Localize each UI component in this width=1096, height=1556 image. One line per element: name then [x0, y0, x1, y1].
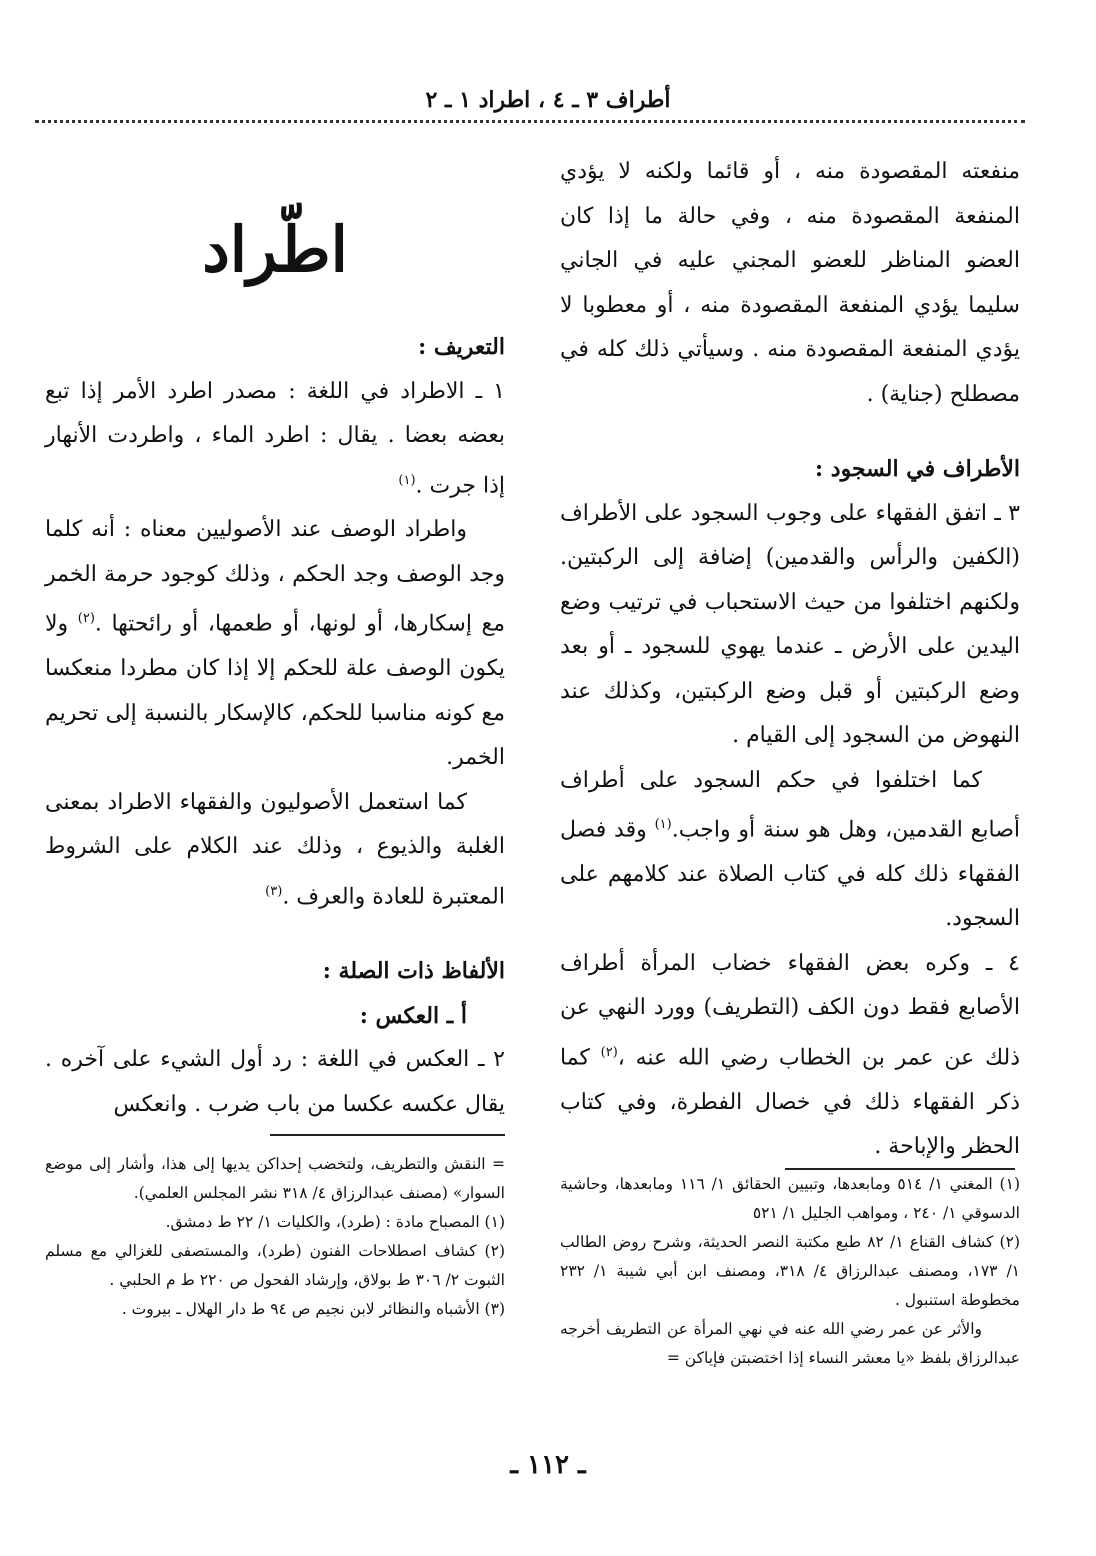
heading-aks: أ ـ العكس : [359, 1002, 467, 1029]
spacer [560, 417, 1020, 447]
right-para-3b [560, 759, 1020, 942]
spacer [45, 919, 505, 949]
heading-alfaz: الألفاظ ذات الصلة : [322, 958, 505, 985]
right-para-3: ٣ ـ اتفق الفقهاء على وجوب السجود على الأطراف (الكفين والرأس والقدمين) إضافة إلى الركبتين. ولكنهم اختلفوا من حيث الاستحباب في ترتيب وضع اليدين على الأرض ـ عندما يهوي للسجود ـ أو بعد وضع الركبتين أو قبل وضع الركبتين، وكذلك عند النهوض من السجود إلى القيام . [560, 500, 1020, 748]
footnotes-right [560, 1170, 1020, 1373]
footnote-1: (١) المغني ١/ ٥١٤ ومابعدها، وتبيين الحقائق ١/ ١١٦ ومابعدها، وحاشية الدسوقي ١/ ٢٤٠ ، ومواهب الجليل ١/ ٥٢١ [560, 1175, 1020, 1222]
left-para-1-text: ١ ـ الاطراد في اللغة : مصدر اطرد الأمر إذا تبع بعضه بعضا . يقال : اطرد الماء ، واطردت الأنهار إذا جرت . [45, 378, 505, 498]
footnote-ref: (١) [398, 472, 416, 488]
footnote-3: (٣) الأشباه والنظائر لابن نجيم ص ٩٤ ط دار الهلال ـ بيروت . [121, 1300, 505, 1318]
right-para-4-text-b: كما ذكر الفقهاء ذلك في خصال الفطرة، وفي كتاب الحظر والإباحة . [560, 1045, 1020, 1160]
left-para-2 [45, 508, 505, 780]
left-para-3-text: كما استعمل الأصوليون والفقهاء الاطراد بمعنى الغلبة والذيوع ، وذلك عند الكلام على الشروط المعتبرة للعادة والعرف . [45, 789, 505, 909]
right-para-4 [560, 942, 1020, 1170]
left-para-1 [45, 370, 505, 509]
header-dotted-rule [35, 120, 1025, 123]
page-number: ـ ١١٢ ـ [510, 1450, 586, 1480]
right-para-4-text-a: ٤ ـ وكره بعض الفقهاء خضاب المرأة أطراف الأصابع فقط دون الكف (التطريف) وورد النهي عن ذلك عن عمر بن الخطاب رضي الله عنه ، [560, 950, 1021, 1071]
heading-sujud: الأطراف في السجود : [815, 456, 1020, 482]
left-para-2-text-b: ولا يكون الوصف علة للحكم إلا إذا كان مطردا منعكسا مع كونه مناسبا للحكم، كالإسكار بالنسبة إلى تحريم الخمر. [45, 611, 505, 771]
footnotes-left [45, 1150, 505, 1324]
right-para-3b-text-a: كما اختلفوا في حكم السجود على أطراف أصابع القدمين، وهل هو سنة أو واجب. [560, 767, 1020, 843]
running-header: أطراف ٣ ـ ٤ ، اطراد ١ ـ ٢ [425, 87, 671, 113]
footnote-continuation: = النقش والتطريف، ولتخضب إحداكن يديها إلى هذا، وأشار إلى موضع السوار» (مصنف عبدالرزاق ٤/ ٣١٨ نشر المجلس العلمي). [45, 1155, 505, 1202]
right-para-3b-text-b: وقد فصل الفقهاء ذلك كله في كتاب الصلاة عند كلامهم على السجود. [560, 817, 1020, 932]
footnote-ref: (٢) [600, 1044, 618, 1060]
left-para-3 [45, 781, 505, 920]
article-title: اطّراد [202, 213, 348, 286]
footnote-ref: (٢) [77, 611, 95, 627]
footnote-2: (٢) كشاف اصطلاحات الفنون (طرد)، والمستصفى للغزالي مع مسلم الثبوت ٢/ ٣٠٦ ط بولاق، وإرشاد الفحول ص ٢٢٠ ط م الحلبي . [45, 1242, 505, 1289]
heading-tarif: التعريف : [418, 334, 505, 360]
right-para-1: منفعته المقصودة منه ، أو قائما ولكنه لا يؤدي المنفعة المقصودة منه ، وفي حالة ما إذا كان العضو المناظر للعضو المجني عليه في الجاني سليما يؤدي المنفعة المقصودة منه ، أو معطوبا لا يؤدي المنفعة المقصودة منه . وسيأتي ذلك كله في مصطلح (جناية) . [560, 159, 1020, 407]
footnote-ref: (٣) [265, 883, 283, 899]
footnote-2-cont: والأثر عن عمر رضي الله عنه في نهي المرأة عن التطريف أخرجه عبدالرزاق بلفظ «يا معشر النساء إذا اختضبتن فإياكن = [560, 1320, 1020, 1367]
left-para-4: ٢ ـ العكس في اللغة : رد أول الشيء على آخره . يقال عكسه عكسا من باب ضرب . وانعكس [45, 1047, 505, 1117]
footnote-rule-left [270, 1134, 505, 1136]
footnote-1: (١) المصباح مادة : (طرد)، والكليات ١/ ٢٢ ط دمشق. [165, 1213, 505, 1231]
footnote-ref: (١) [654, 817, 672, 832]
footnote-2: (٢) كشاف القناع ١/ ٨٢ طبع مكتبة النصر الحديثة، وشرح روض الطالب ١/ ١٧٣، ومصنف عبدالرزاق ٤/ ٣١٨، ومصنف ابن أبي شيبة ١/ ٢٣٢ مخطوطة استنبول . [560, 1233, 1020, 1309]
left-para-2-text-a: واطراد الوصف عند الأصوليين معناه : أنه كلما وجد الوصف وجد الحكم ، وذلك كوجود حرمة الخمر مع إسكارها، أو لونها، أو طعمها، أو رائحتها . [45, 517, 505, 637]
